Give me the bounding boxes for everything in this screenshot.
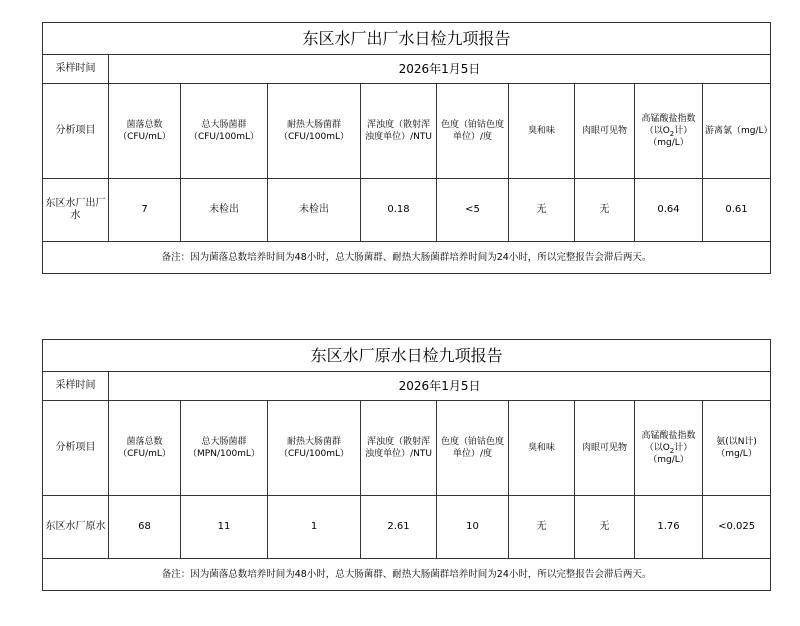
- header-visible-matter: 肉眼可见物: [575, 84, 635, 179]
- sampling-date: 2026年1月5日: [109, 55, 771, 84]
- sample-name: 东区水厂原水: [43, 496, 109, 559]
- value-colony-count: 7: [109, 179, 181, 242]
- value-free-chlorine: 0.61: [703, 179, 771, 242]
- value-thermotolerant-coliform: 未检出: [268, 179, 361, 242]
- header-colony-count: 菌落总数（CFU/mL）: [109, 84, 181, 179]
- header-turbidity: 浑浊度（散射浑浊度单位）/NTU: [361, 84, 437, 179]
- value-turbidity: 0.18: [361, 179, 437, 242]
- value-permanganate-index: 0.64: [635, 179, 703, 242]
- value-ammonia-nitrogen: <0.025: [703, 496, 771, 559]
- header-turbidity: 浑浊度（散射浑浊度单位）/NTU: [361, 401, 437, 496]
- header-total-coliform: 总大肠菌群（MPN/100mL）: [181, 401, 268, 496]
- sampling-time-label: 采样时间: [43, 55, 109, 84]
- header-chroma: 色度（铂钴色度单位）/度: [437, 84, 509, 179]
- header-chroma: 色度（铂钴色度单位）/度: [437, 401, 509, 496]
- value-visible-matter: 无: [575, 496, 635, 559]
- header-free-chlorine: 游离氯（mg/L）: [703, 84, 771, 179]
- report-title: 东区水厂出厂水日检九项报告: [43, 23, 771, 55]
- header-odor-taste: 臭和味: [509, 401, 575, 496]
- header-thermotolerant-coliform: 耐热大肠菌群（CFU/100mL）: [268, 401, 361, 496]
- analysis-item-label: 分析项目: [43, 401, 109, 496]
- sample-name: 东区水厂出厂水: [43, 179, 109, 242]
- header-permanganate-index: 高锰酸盐指数（以$O_2$计）（mg/L）: [635, 84, 703, 179]
- header-visible-matter: 肉眼可见物: [575, 401, 635, 496]
- sampling-time-label: 采样时间: [43, 372, 109, 401]
- value-permanganate-index: 1.76: [635, 496, 703, 559]
- value-total-coliform: 未检出: [181, 179, 268, 242]
- value-chroma: <5: [437, 179, 509, 242]
- report-note: 备注：因为菌落总数培养时间为48小时，总大肠菌群、耐热大肠菌群培养时间为24小时，所以完整报告会滞后两天。: [43, 559, 771, 591]
- value-chroma: 10: [437, 496, 509, 559]
- value-colony-count: 68: [109, 496, 181, 559]
- report-title: 东区水厂原水日检九项报告: [43, 340, 771, 372]
- value-visible-matter: 无: [575, 179, 635, 242]
- header-odor-taste: 臭和味: [509, 84, 575, 179]
- report-table-1: [42, 22, 771, 274]
- report-note: 备注：因为菌落总数培养时间为48小时，总大肠菌群、耐热大肠菌群培养时间为24小时，所以完整报告会滞后两天。: [43, 242, 771, 274]
- analysis-item-label: 分析项目: [43, 84, 109, 179]
- header-ammonia-nitrogen: 氨(以N计)（mg/L）: [703, 401, 771, 496]
- report-table-2: [42, 339, 771, 591]
- header-permanganate-index: 高锰酸盐指数（以$O_2$计）（mg/L）: [635, 401, 703, 496]
- header-colony-count: 菌落总数（CFU/mL）: [109, 401, 181, 496]
- sampling-date: 2026年1月5日: [109, 372, 771, 401]
- value-odor-taste: 无: [509, 179, 575, 242]
- value-total-coliform: 11: [181, 496, 268, 559]
- value-thermotolerant-coliform: 1: [268, 496, 361, 559]
- value-turbidity: 2.61: [361, 496, 437, 559]
- header-total-coliform: 总大肠菌群（CFU/100mL）: [181, 84, 268, 179]
- header-thermotolerant-coliform: 耐热大肠菌群（CFU/100mL）: [268, 84, 361, 179]
- value-odor-taste: 无: [509, 496, 575, 559]
